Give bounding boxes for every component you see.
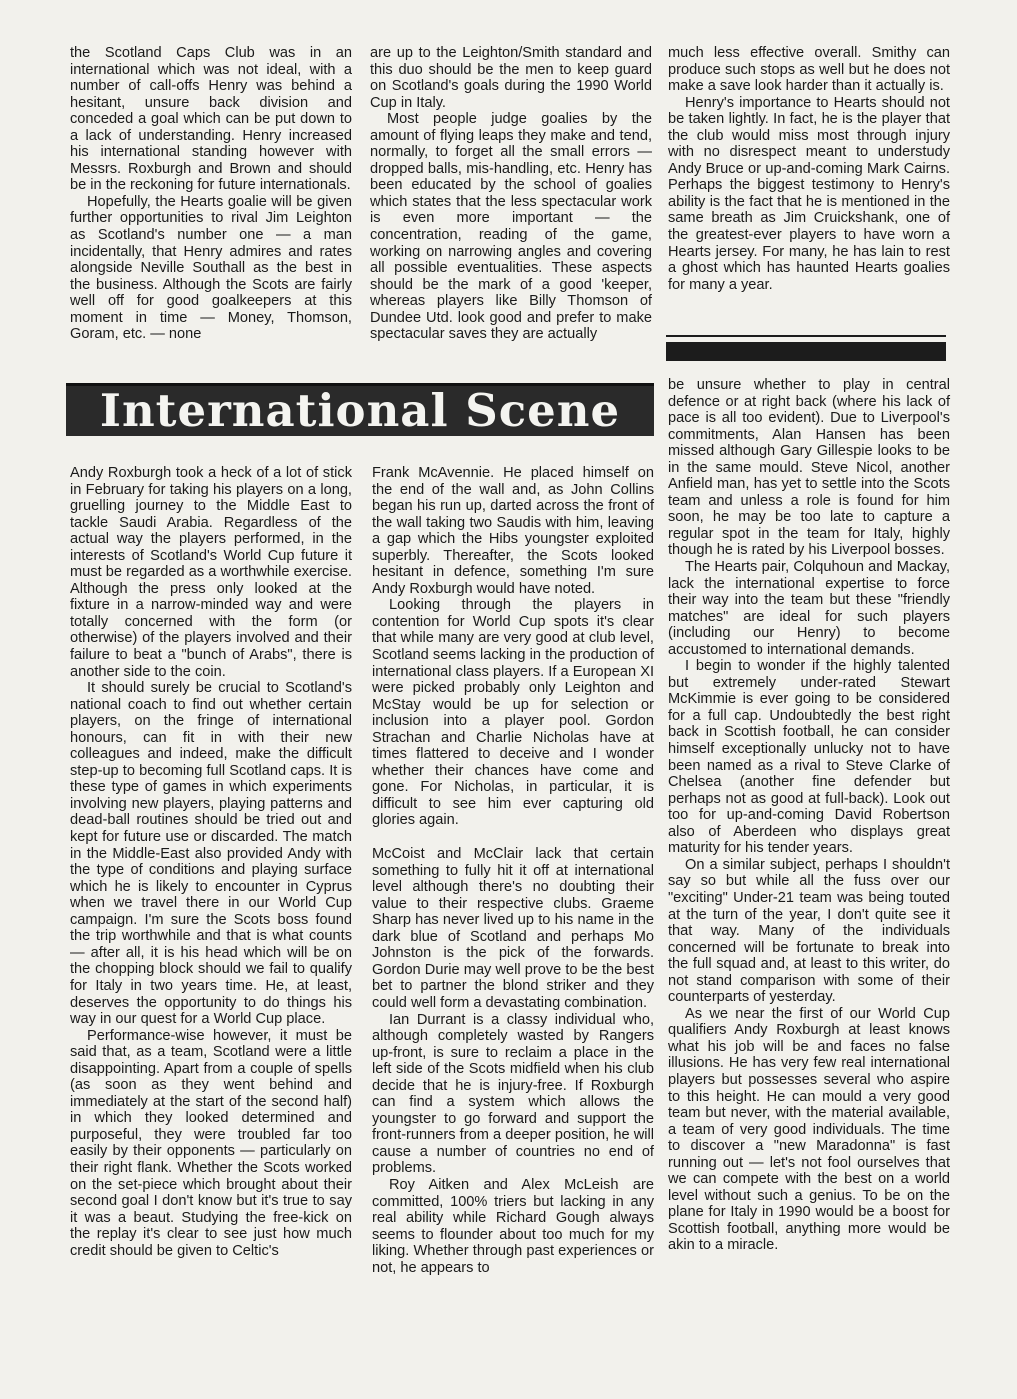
paragraph: Most people judge goalies by the amount of flying leaps they make and tend, normally, to forget all the small errors — dropped balls, mis-handling, etc. Henry has been educated by the school of goalies which states that the less spectacular work is even more important — the concentration, reading of the game, working on narrowing angles and covering all possible eventualities. These aspects should be the mark of a good 'keeper, whereas players like Billy Thomson of Dundee Utd. look good and prefer to make spectacular saves they are actually — [370, 111, 652, 343]
paragraph: much less effective overall. Smithy can produce such stops as well but he does not make a save look harder than it actually is. — [668, 45, 950, 95]
paragraph: Frank McAvennie. He placed himself on the end of the wall and, as John Collins began his run up, darted across the front of the wall taking two Saudis with him, leaving a gap which the Hibs youngster exploited superbly. Thereafter, the Scots looked hesitant in defence, something I'm sure Andy Roxburgh would have noted. — [372, 465, 654, 597]
article-column-3 — [668, 377, 950, 1254]
section-divider-rule — [666, 342, 946, 361]
paragraph: Henry's importance to Hearts should not be taken lightly. In fact, he is the player that the club would miss most through injury with no disrespect meant to understudy Andy Bruce or up-and-coming Mark Cairns. Perhaps the biggest testimony to Henry's ability is the fact that he is mentioned in the same breath as Jim Cruickshank, one of the greatest-ever players to have worn a Hearts jersey. For many, he has lain to rest a ghost which has haunted Hearts goalies for many a year. — [668, 94, 950, 293]
paragraph: are up to the Leighton/Smith standard and this duo should be the men to keep guard on Scotland's goals during the 1990 World Cup in Italy. — [370, 45, 652, 111]
paragraph: be unsure whether to play in central defence or at right back (where his lack of pace is all too evident). Due to Liverpool's commitments, Alan Hansen has been missed although Gary Gillespie looks to be in the same mould. Steve Nicol, another Anfield man, has yet to settle into the Scots team and unless a role is found for him soon, he may be too late to capture a regular spot in the team for Italy, highly though he is rated by his Liverpool bosses. — [668, 377, 950, 559]
paragraph: Performance-wise however, it must be said that, as a team, Scotland were a little disappointing. Apart from a couple of spells (as soon as they went behind and immediately at the start of the second half) in which they looked determined and purposeful, they were troubled far too easily by their opponents — particularly on their right flank. Whether the Scots worked on the set-piece which brought about their second goal I don't know but it's true to say it was a beaut. Studying the free-kick on the replay it's clear to see just how much credit should be given to Celtic's — [70, 1027, 352, 1259]
paragraph: As we near the first of our World Cup qualifiers Andy Roxburgh at least knows what his job will be and faces no false illusions. He has very few real international players but possesses several who aspire to this height. He can mould a very good team but never, with the material available, a team of very good individuals. The time to discover a "new Maradonna" is fast running out — let's not fool ourselves that we can compete with the best on a world level without such a genius. To be on the plane for Italy in 1990 would be a boost for Scottish football, anything more would be akin to a miracle. — [668, 1005, 950, 1254]
paragraph: I begin to wonder if the highly talented but extremely under-rated Stewart McKimmie is ever going to be considered for a full cap. Undoubtedly the best right back in Scottish football, he can consider himself exceptionally unlucky not to have been named as a rival to Steve Clarke of Chelsea (another fine defender but perhaps not as good at full-back). Look out too for up-and-coming David Robertson also of Aberdeen who displays great maturity for his tender years. — [668, 658, 950, 857]
top-column-1 — [70, 45, 352, 343]
section-heading-banner — [66, 383, 654, 436]
paragraph: Andy Roxburgh took a heck of a lot of stick in February for taking his players on a long, gruelling journey to the Middle East to tackle Saudi Arabia. Regardless of the actual way the players performed, in the interests of Scotland's World Cup future it must be regarded as a worthwhile exercise. Although the press only looked at the fixture in a narrow-minded way and were totally concerned with the form (or otherwise) of the players involved and their failure to beat a "bunch of Arabs", there is another side to the coin. — [70, 465, 352, 680]
article-column-2 — [372, 465, 654, 1276]
paragraph: On a similar subject, perhaps I shouldn't say so but while all the fuss over our "exciting" Under-21 team was being touted at the turn of the year, I don't quite see it that way. Many of the individuals concerned will be fortunate to break into the full squad and, at least to this writer, do not stand comparison with some of their counterparts of yesterday. — [668, 856, 950, 1006]
paragraph: McCoist and McClair lack that certain something to fully hit it off at international level although there's no doubting their value to their respective clubs. Graeme Sharp has never lived up to his name in the dark blue of Scotland and perhaps Mo Johnston is the pick of the forwards. Gordon Durie may well prove to be the best bet to partner the blond striker and they could well form a devastating combination. — [372, 846, 654, 1011]
paragraph: Looking through the players in contention for World Cup spots it's clear that while many are very good at club level, Scotland seems lacking in the production of international class players. If a European XI were picked probably only Leighton and McStay would be up for selection or inclusion into a player pool. Gordon Strachan and Charlie Nicholas have at times flattered to deceive and I wonder whether their chances have come and gone. For Nicholas, in particular, it is difficult to see him ever capturing old glories again. — [372, 597, 654, 829]
paragraph: It should surely be crucial to Scotland's national coach to find out whether certain players, on the fringe of international honours, can fit in with their new colleagues and indeed, make the difficult step-up to becoming full Scotland caps. It is these type of games in which experiments involving new players, playing patterns and dead-ball routines should be tried out and kept for future use or discarded. The match in the Middle-East also provided Andy with the type of conditions and playing surface which he is likely to encounter in Cyprus when we travel there in our World Cup campaign. I'm sure the Scots boss found the trip worthwhile and that is what counts — after all, it is his head which will be on the chopping block should we fail to qualify for Italy in two years time. He, at least, deserves the opportunity to do things his way in our quest for a World Cup place. — [70, 680, 352, 1028]
top-column-3 — [668, 45, 950, 293]
section-heading: International Scene — [99, 384, 621, 437]
paragraph: the Scotland Caps Club was in an international which was not ideal, with a number of call-offs Henry was behind a hesitant, unsure back division and conceded a goal which can be put down to a lack of understanding. Henry increased his international standing however with Messrs. Roxburgh and Brown and should be in the reckoning for future internationals. — [70, 45, 352, 194]
paragraph: Ian Durrant is a classy individual who, although completely wasted by Rangers up-front, is sure to reclaim a place in the left side of the Scots midfield when his club decide that he is injury-free. If Roxburgh can find a system which allows the youngster to go forward and support the front-runners from a deeper position, he will cause a number of countries no end of problems. — [372, 1011, 654, 1177]
paragraph: Hopefully, the Hearts goalie will be given further opportunities to rival Jim Leighton as Scotland's number one — a man incidentally, that Henry admires and rates alongside Neville Southall as the best in the business. Although the Scots are fairly well off for good goalkeepers at this moment in time — Money, Thomson, Goram, etc. — none — [70, 193, 352, 343]
paragraph: Roy Aitken and Alex McLeish are committed, 100% triers but lacking in any real ability while Richard Gough always seems to flounder about too much for my liking. Whether through past experiences or not, he appears to — [372, 1176, 654, 1276]
article-column-1 — [70, 465, 352, 1259]
top-column-2 — [370, 45, 652, 343]
paragraph: The Hearts pair, Colquhoun and Mackay, lack the international expertise to force their way into the team but these "friendly matches" are ideal for such players (including our Henry) to become accustomed to international demands. — [668, 559, 950, 658]
